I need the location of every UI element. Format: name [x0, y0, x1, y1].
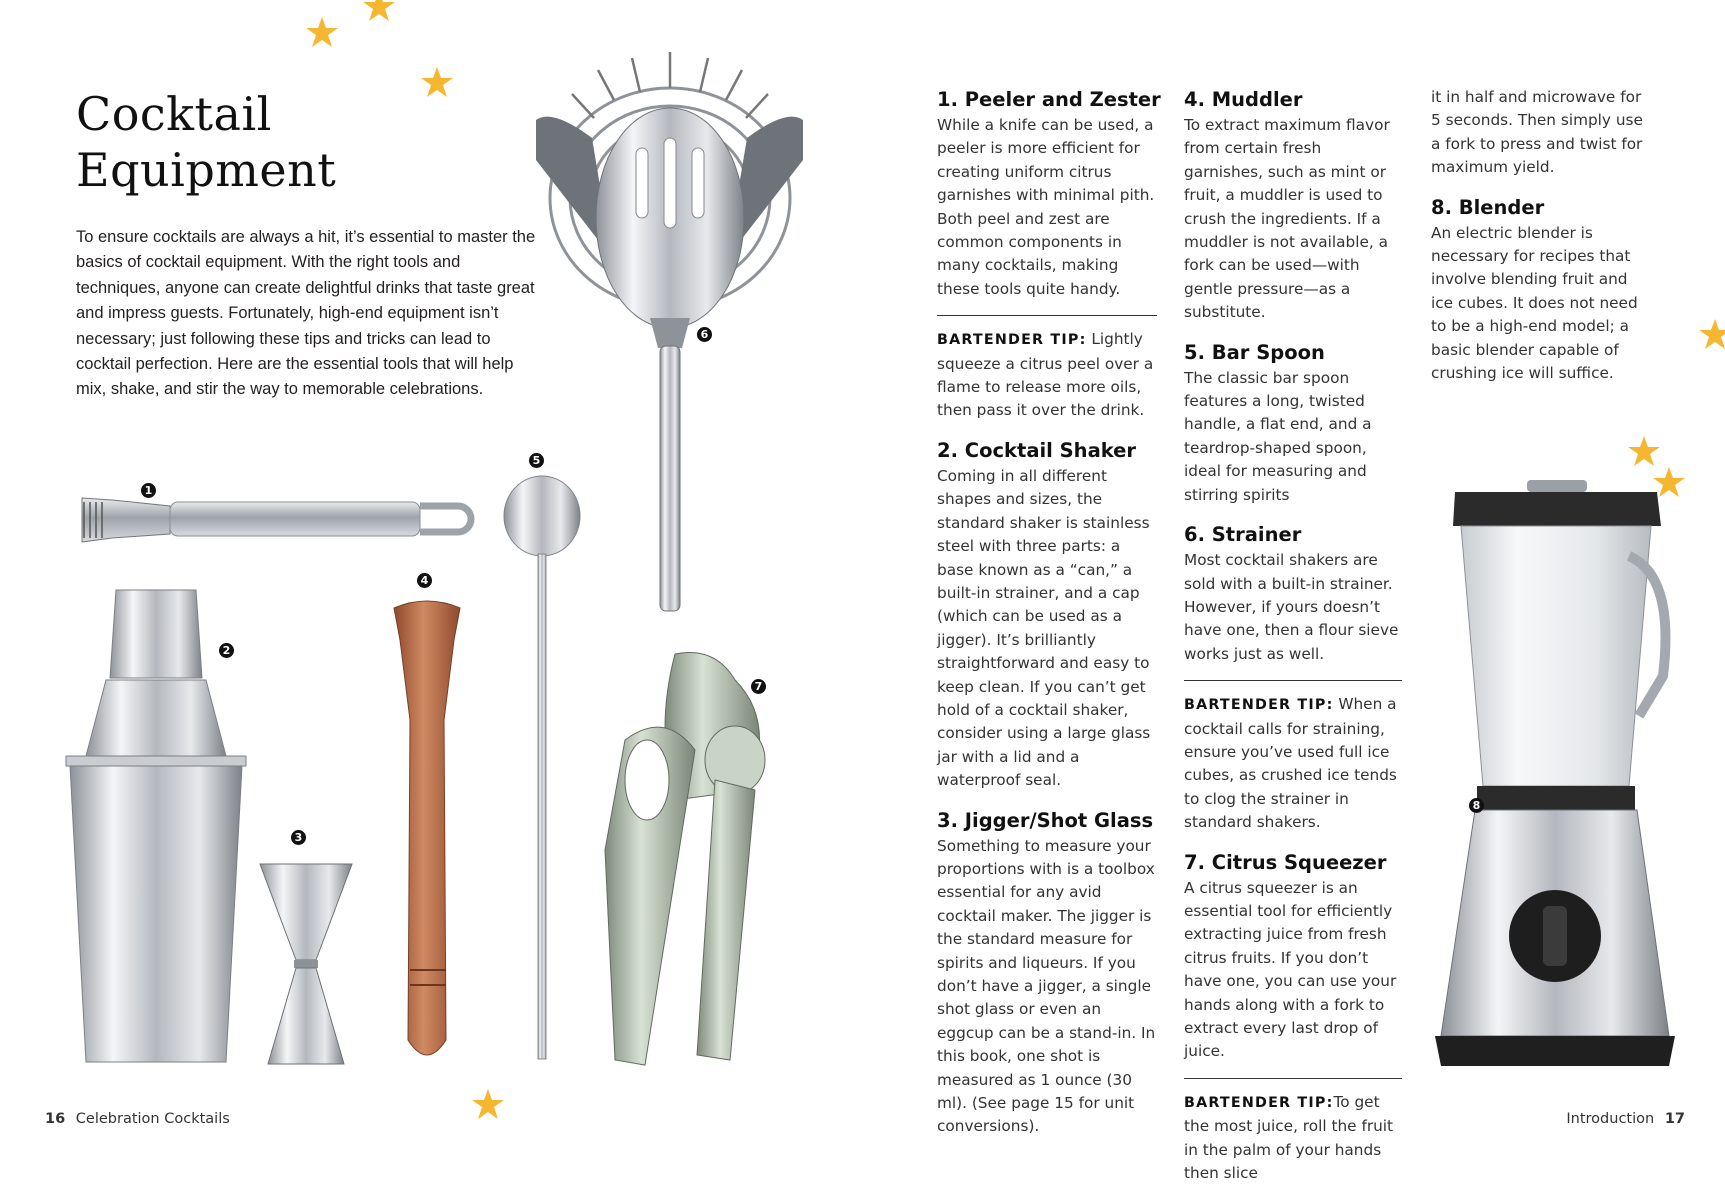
tip-label: BARTENDER TIP:	[937, 332, 1087, 349]
tip-body: Lightly squeeze a citrus peel over a flame to release more oils, then pass it over the drink.	[937, 330, 1154, 420]
section-body: Something to measure your proportions with is a toolbox essential for any avid cocktail maker. The jigger is the standard measure for spirits and liqueurs. If you don’t have a jigger, a single shot glass or even an eggcup can be a stand-in. In this book, one shot is measured as 1 ounce (30 ml). (See page 15 for unit conversions).	[937, 836, 1156, 1136]
tip-continued	[1431, 86, 1647, 180]
bartender-tip	[1184, 693, 1402, 834]
blender-image	[1425, 476, 1675, 1076]
intro-paragraph: To ensure cocktails are always a hit, it’s essential to master the basics of cocktail equipment. With the right tools and techniques, anyone can create delightful drinks that taste great and impress guests. Fortunately, high-end equipment isn’t necessary; just following these tips and tricks can lead to cocktail perfection. Here are the essential tools that will help mix, shake, and stir the way to memorable celebrations.	[76, 228, 536, 399]
tip-label: BARTENDER TIP:	[1184, 1094, 1334, 1111]
section-heading: 3. Jigger/Shot Glass	[937, 808, 1154, 832]
section-bar-spoon	[1184, 339, 1402, 507]
page-title	[76, 86, 336, 198]
bartender-tip	[937, 328, 1157, 423]
section-heading: 8. Blender	[1431, 195, 1545, 219]
section-heading: 5. Bar Spoon	[1184, 340, 1325, 364]
section-heading: 2. Cocktail Shaker	[937, 438, 1137, 462]
page-number-right: 17	[1664, 1111, 1685, 1127]
divider	[1184, 680, 1402, 681]
item-marker: 8	[1469, 798, 1484, 813]
section-citrus-squeezer	[1184, 849, 1402, 1064]
item-marker: 4	[417, 573, 432, 588]
column-3	[1431, 86, 1647, 399]
section-body: The classic bar spoon features a long, twisted handle, a flat end, and a teardrop-shaped spoon, ideal for measuring and stirring spirits	[1184, 368, 1372, 504]
item-marker: 3	[291, 830, 306, 845]
left-folio	[45, 1111, 230, 1127]
book-title: Celebration Cocktails	[75, 1111, 230, 1127]
section-heading: 1. Peeler and Zester	[937, 88, 1161, 111]
muddler-image	[388, 600, 466, 1070]
section-heading: 4. Muddler	[1184, 88, 1303, 111]
section-body: Coming in all different shapes and sizes, the standard shaker is stainless steel with three parts: a base known as a “can,” a built-in strainer, and a cap (which can be used as a jigger). It’s brilliantly straightforward and easy to keep clean. If you can’t get hold of a cocktail shaker, consider using a large glass jar with a lid and a waterproof seal.	[937, 466, 1151, 790]
section-body: An electric blender is necessary for recipes that involve blending fruit and ice cubes. It does not need to be a high-end model; a basic blender capable of crushing ice will suffice.	[1431, 223, 1638, 383]
section-heading: 7. Citrus Squeezer	[1184, 850, 1387, 874]
citrus-squeezer-image	[585, 650, 785, 1070]
star-icon	[420, 66, 454, 100]
star-icon	[1698, 318, 1725, 352]
section-blender	[1431, 194, 1647, 386]
item-marker: 5	[529, 453, 544, 468]
item-marker: 7	[751, 679, 766, 694]
right-folio	[1566, 1111, 1685, 1127]
strainer-image	[532, 48, 807, 618]
section-shaker	[937, 437, 1157, 793]
item-marker: 6	[697, 327, 712, 342]
star-icon	[305, 16, 339, 50]
section-peeler	[937, 86, 1161, 301]
star-icon	[471, 1088, 505, 1122]
title-line-1: Cocktail	[76, 87, 272, 141]
section-muddler	[1184, 86, 1402, 325]
tip-label: BARTENDER TIP:	[1184, 697, 1334, 714]
page-number-left: 16	[45, 1111, 66, 1127]
section-body: While a knife can be used, a peeler is more efficient for creating uniform citrus garnishes with minimal pith. Both peel and zest are common components in many cocktails, making these tools quite handy.	[937, 116, 1155, 298]
cocktail-shaker-image	[64, 588, 249, 1068]
section-strainer	[1184, 521, 1402, 666]
section-body: Most cocktail shakers are sold with a built-in strainer. However, if yours doesn’t have one, then a flour sieve works just as well.	[1184, 551, 1399, 663]
bartender-tip	[1184, 1091, 1402, 1186]
divider	[1184, 1078, 1402, 1079]
item-marker: 2	[219, 643, 234, 658]
divider	[937, 315, 1157, 316]
chapter-title: Introduction	[1566, 1111, 1655, 1127]
column-1	[937, 86, 1161, 1153]
peeler-zester-image	[78, 490, 473, 550]
section-heading: 6. Strainer	[1184, 523, 1302, 547]
item-marker: 1	[141, 483, 156, 498]
tip-body: To get the most juice, roll the fruit in the palm of your hands then slice	[1184, 1092, 1394, 1183]
section-body: To extract maximum flavor from certain fresh garnishes, such as mint or fruit, a muddler is used to crush the ingredients. If a muddler is not available, a fork can be used—with gentle pressure—as a substitute.	[1184, 116, 1390, 322]
jigger-image	[258, 862, 354, 1067]
section-jigger	[937, 807, 1157, 1139]
column-2	[1184, 86, 1402, 1199]
star-icon	[1627, 435, 1661, 469]
title-line-2: Equipment	[76, 143, 337, 197]
section-body: A citrus squeezer is an essential tool for efficiently extracting juice from fresh citrus fruits. If you don’t have one, you can use your hands along with a fork to extract every last drop of juice.	[1184, 878, 1397, 1061]
tip-body: When a cocktail calls for straining, ensure you’ve used full ice cubes, as crushed ice tends to clog the strainer in standard shakers.	[1184, 695, 1397, 832]
star-icon	[362, 0, 396, 24]
tip-continued-text: it in half and microwave for 5 seconds. Then simply use a fork to press and twist for maximum yield.	[1431, 88, 1643, 177]
